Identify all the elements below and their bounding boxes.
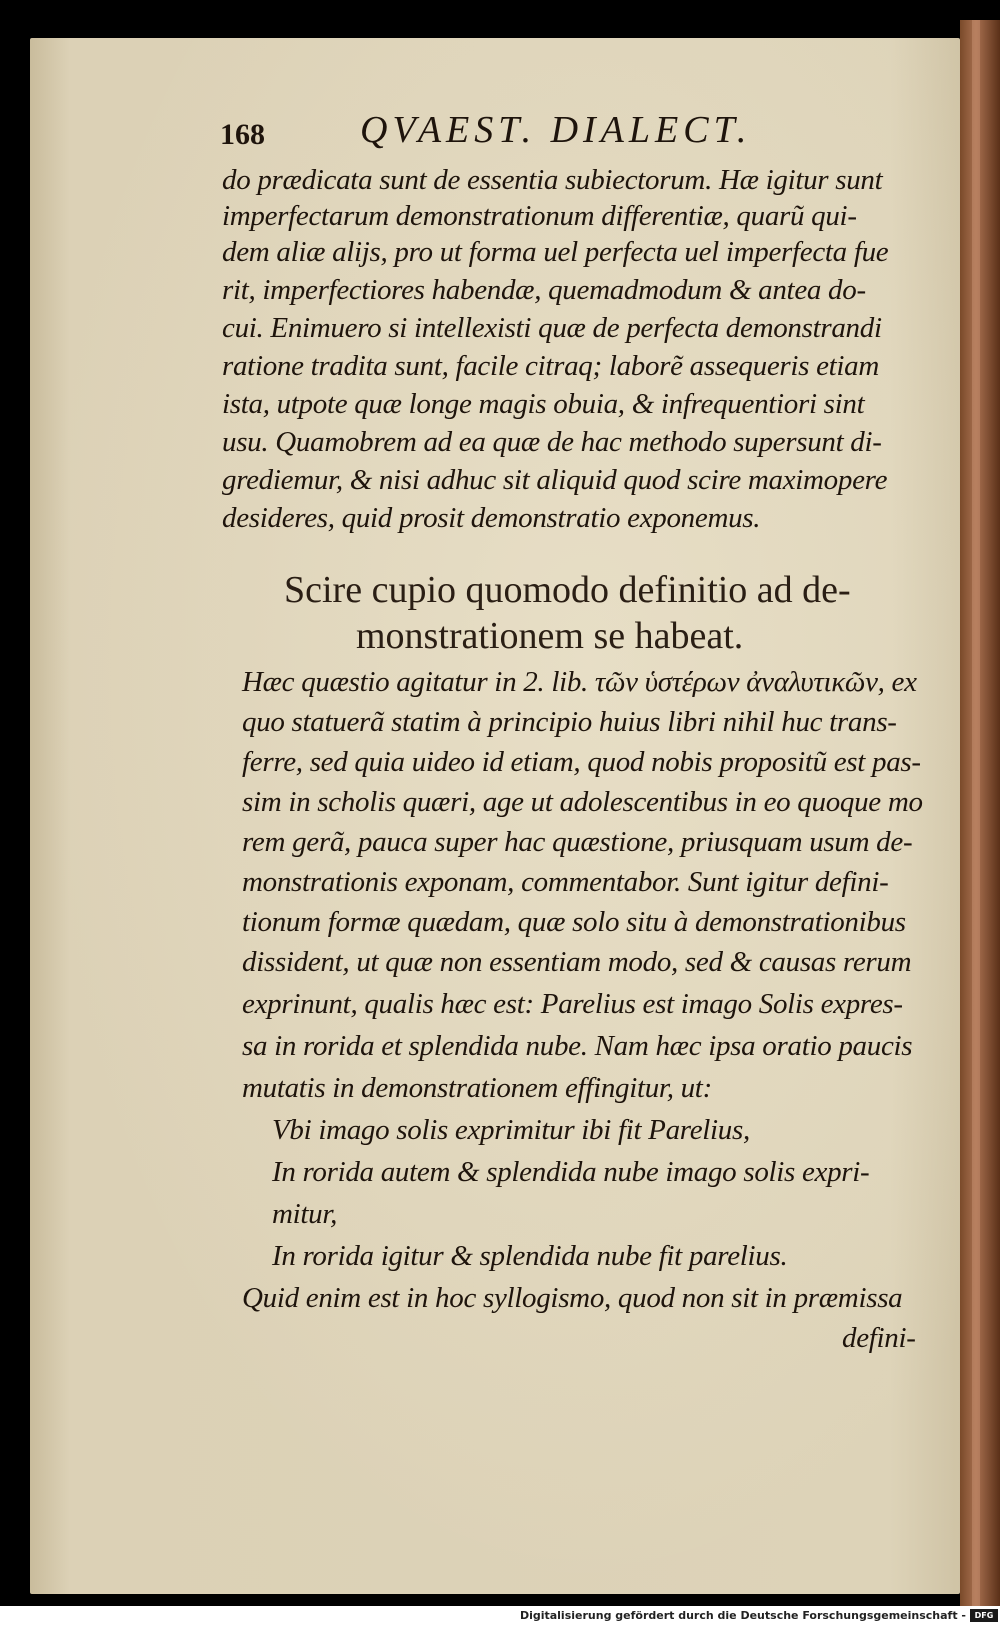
- footer-credit: Digitalisierung gefördert durch die Deutsche Forschungsgemeinschaft -: [519, 1609, 966, 1622]
- text-line: desideres, quid prosit demonstratio exponemus.: [222, 502, 761, 534]
- text-line: ferre, sed quia uideo id etiam, quod nobis propositũ est pas-: [242, 746, 921, 778]
- digitization-footer: [0, 1606, 1000, 1626]
- text-line: dem aliæ alijs, pro ut forma uel perfecta uel imperfecta fue: [222, 236, 889, 268]
- text-line: dissident, ut quæ non essentiam modo, sed & causas rerum: [242, 946, 912, 978]
- text-line: Quid enim est in hoc syllogismo, quod non sit in præmissa: [242, 1282, 903, 1314]
- dfg-logo: DFG: [970, 1609, 998, 1622]
- syllogism-line: mitur,: [272, 1198, 338, 1230]
- syllogism-line: In rorida igitur & splendida nube fit parelius.: [272, 1240, 788, 1272]
- text-line: rem gerã, pauca super hac quæstione, priusquam usum de-: [242, 826, 913, 858]
- section-heading-line: monstrationem se habeat.: [356, 615, 744, 657]
- text-line: sim in scholis quæri, age ut adolescentibus in eo quoque mo: [242, 786, 923, 818]
- text-line: exprinunt, qualis hæc est: Parelius est imago Solis expres-: [242, 988, 903, 1020]
- book-spine: [960, 20, 1000, 1606]
- text-line: do prædicata sunt de essentia subiectorum. Hæ igitur sunt: [222, 164, 883, 196]
- text-line: imperfectarum demonstrationum differentiæ, quarũ qui-: [222, 200, 857, 232]
- text-line: Hæc quæstio agitatur in 2. lib. τῶν ὑστέρων ἀναλυτικῶν, ex: [242, 666, 917, 698]
- running-head: QVAEST. DIALECT.: [360, 109, 752, 151]
- text-line: mutatis in demonstrationem effingitur, ut:: [242, 1072, 712, 1104]
- book-spine-highlight: [972, 20, 980, 1606]
- text-line: sa in rorida et splendida nube. Nam hæc ipsa oratio paucis: [242, 1030, 913, 1062]
- text-line: grediemur, & nisi adhuc sit aliquid quod scire maximopere: [222, 464, 888, 496]
- section-heading-line: Scire cupio quomodo definitio ad de-: [284, 569, 851, 611]
- text-line: ista, utpote quæ longe magis obuia, & infrequentiori sint: [222, 388, 865, 420]
- syllogism-line: In rorida autem & splendida nube imago solis expri-: [272, 1156, 870, 1188]
- text-line: quo statuerã statim à principio huius libri nihil huc trans-: [242, 706, 897, 738]
- syllogism-line: Vbi imago solis exprimitur ibi fit Parelius,: [272, 1114, 750, 1146]
- text-line: cui. Enimuero si intellexisti quæ de perfecta demonstrandi: [222, 312, 882, 344]
- page-number: 168: [220, 118, 265, 151]
- text-line: usu. Quamobrem ad ea quæ de hac methodo supersunt di-: [222, 426, 882, 458]
- text-line: rit, imperfectiores habendæ, quemadmodum & antea do-: [222, 274, 866, 306]
- text-line: ratione tradita sunt, facile citraq; laborẽ assequeris etiam: [222, 350, 880, 382]
- catchword: defini-: [842, 1322, 916, 1354]
- text-line: tionum formæ quædam, quæ solo situ à demonstrationibus: [242, 906, 906, 938]
- text-line: monstrationis exponam, commentabor. Sunt igitur defini-: [242, 866, 889, 898]
